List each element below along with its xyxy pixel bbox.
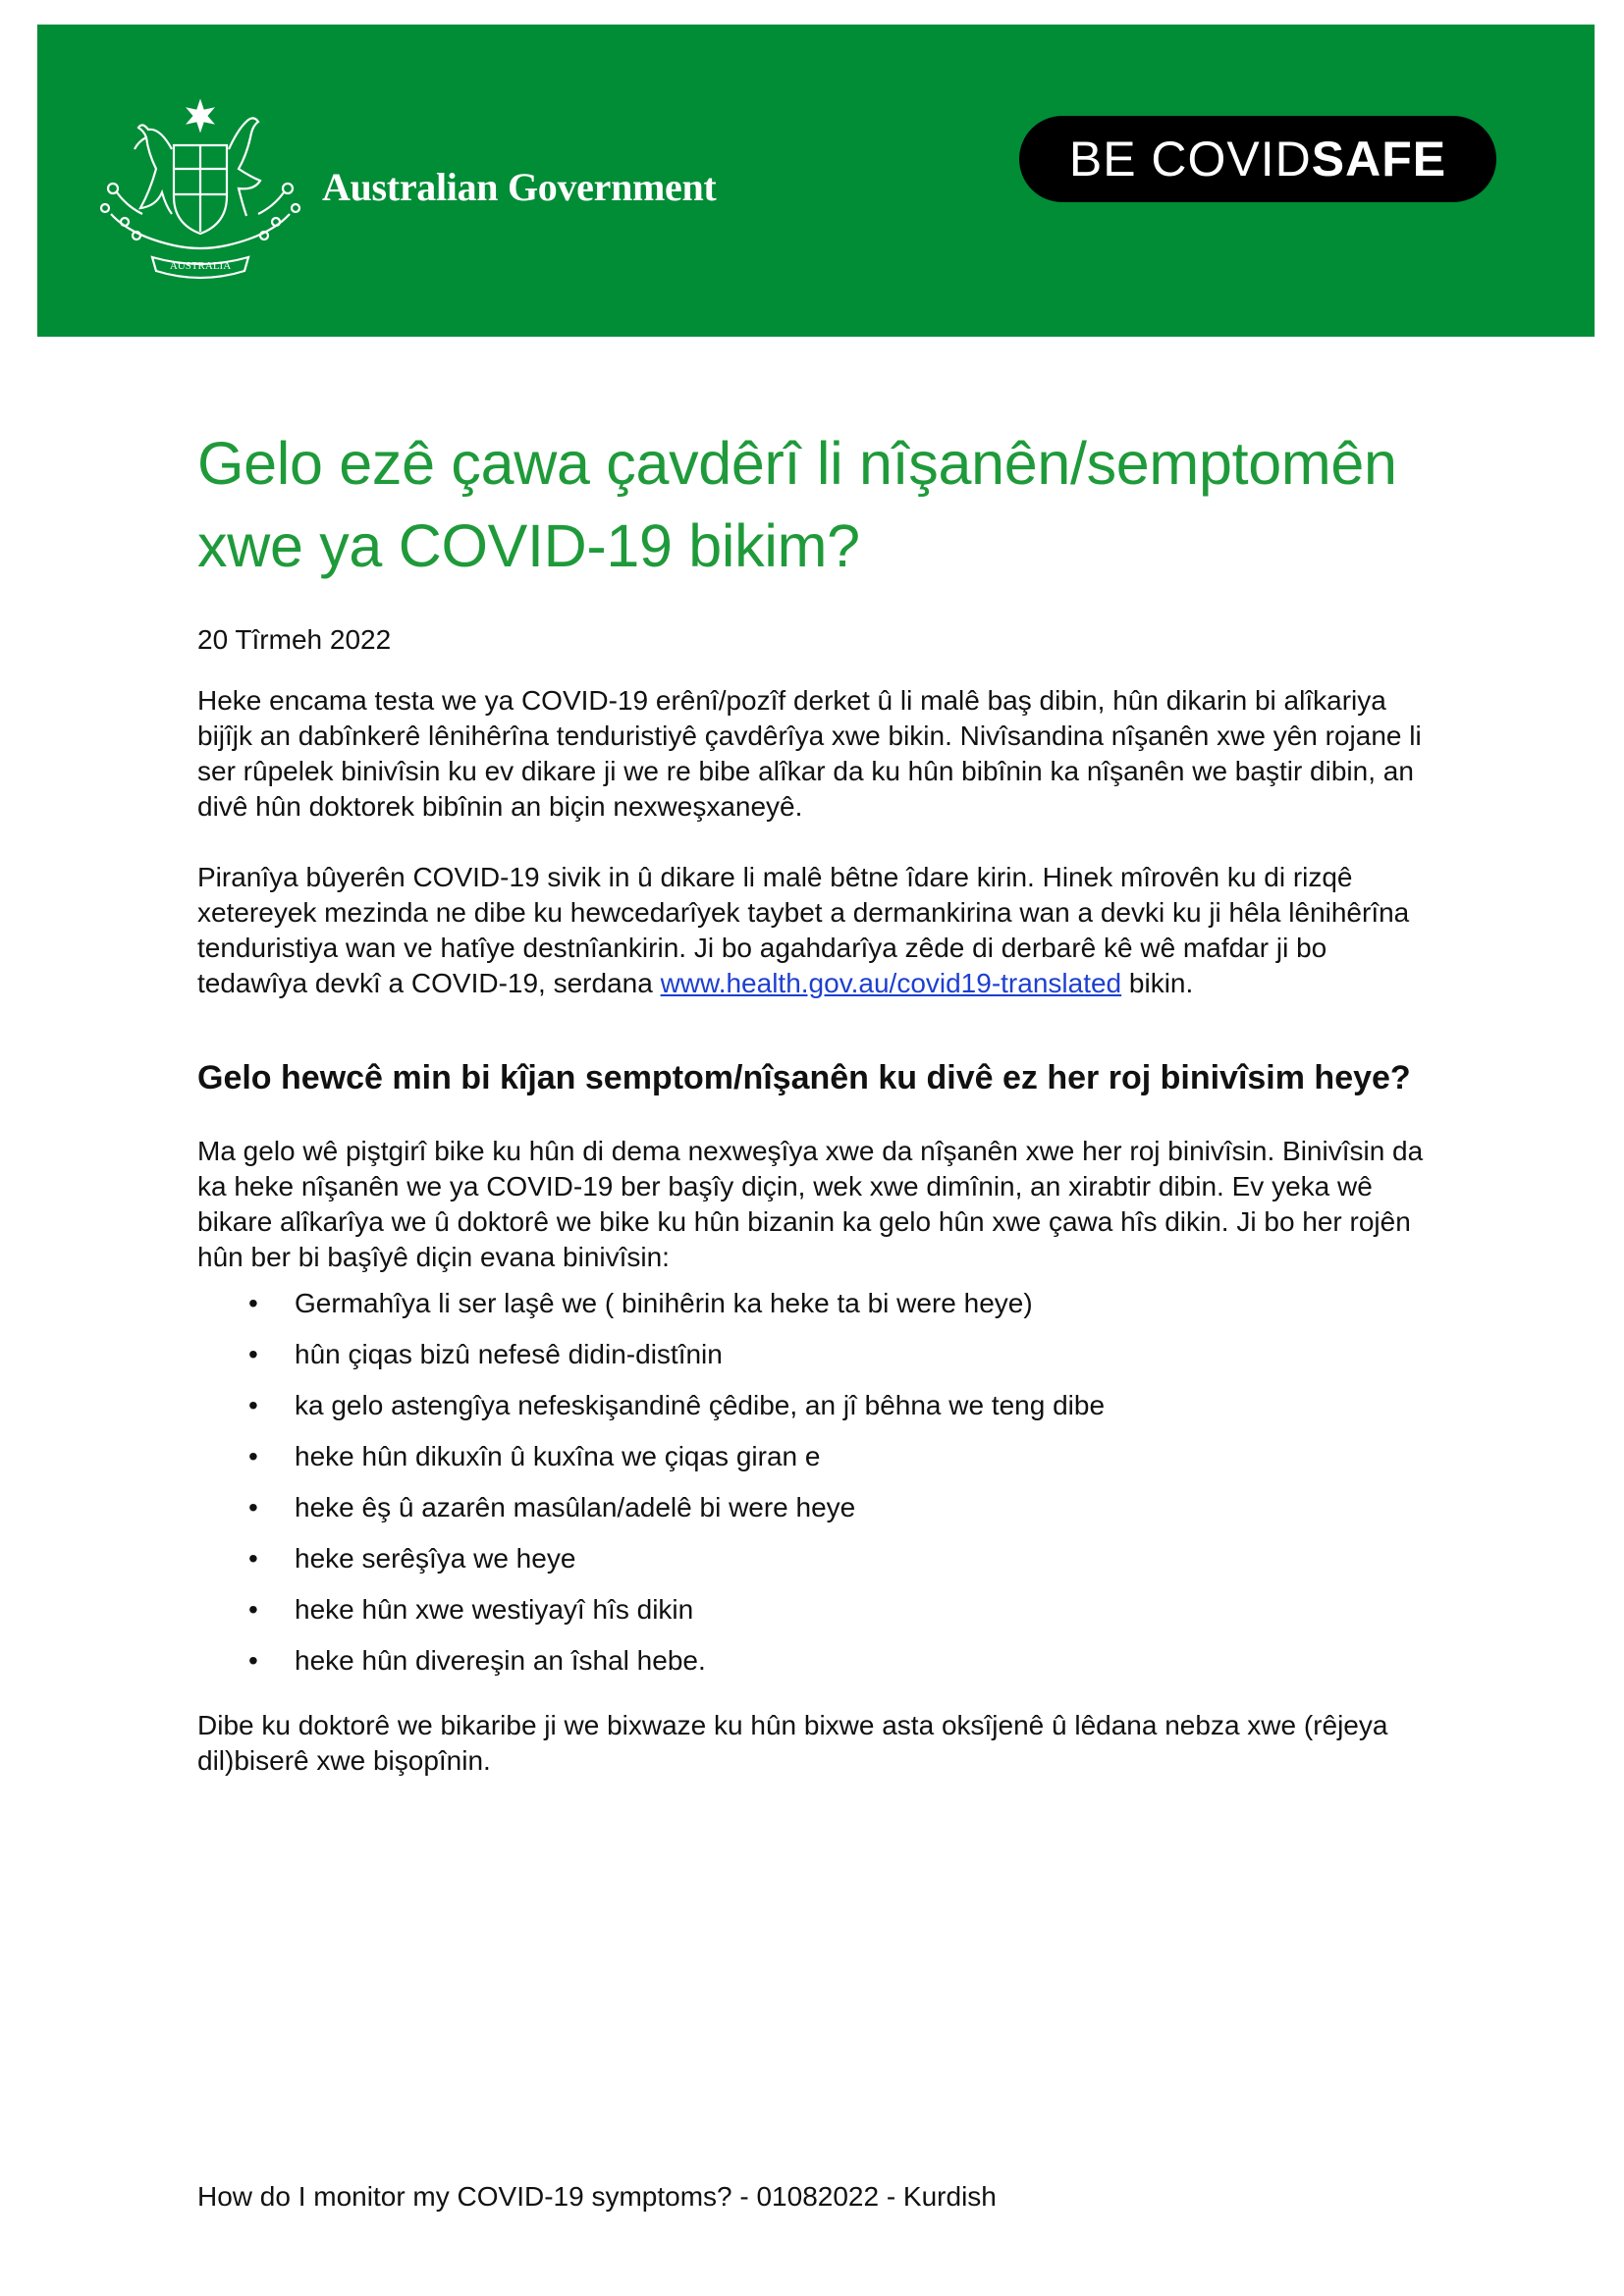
bullet-icon: • (248, 1288, 258, 1318)
page-title: Gelo ezê çawa çavdêrî li nîşanên/semptomên xwe ya COVID-19 bikim? (197, 430, 1397, 579)
list-item (197, 1541, 1435, 1576)
paragraph-treatment (197, 860, 1435, 1001)
section-heading: Gelo hewcê min bi kîjan semptom/nîşanên ku divê ez her roj binivîsim heye? (197, 1059, 1411, 1096)
list-item (197, 1337, 1435, 1372)
list-item-text: heke hûn divereşin an îshal hebe. (295, 1645, 706, 1676)
list-item-text: Germahîya li ser laşê we ( binihêrin ka heke ta bi were heye) (295, 1288, 1033, 1318)
list-item (197, 1592, 1435, 1628)
list-item-text: heke hûn dikuxîn û kuxîna we çiqas giran e (295, 1441, 821, 1471)
list-item (197, 1388, 1435, 1423)
paragraph-intro: Heke encama testa we ya COVID-19 erênî/pozîf derket û li malê baş dibin, hûn dikarin bi alîkariya bijîjk an dabînkerê lênihêrîna tenduristiyê çavdêrîya xwe bikin. Nivîsandina nîşanên xwe yên rojane li ser rûpelek binivîsin ku ev dikare ji we re bibe alîkar da ku hûn bibînin ka nîşanên we baştir dibin, an divê hûn doktorek bibînin an biçin nexweşxaneyê. (197, 685, 1422, 822)
list-item (197, 1286, 1435, 1321)
bullet-icon: • (248, 1543, 258, 1574)
list-item (197, 1490, 1435, 1525)
covidsafe-text-bold: SAFE (1311, 132, 1447, 187)
bullet-icon: • (248, 1645, 258, 1676)
bullet-icon: • (248, 1594, 258, 1625)
bullet-icon: • (248, 1339, 258, 1369)
covidsafe-text-regular: BE COVID (1068, 132, 1312, 187)
paragraph-oxygen: Dibe ku doktorê we bikaribe ji we bixwaze ku hûn bixwe asta oksîjenê û lêdana nebza xwe (rêjeya dil)biserê xwe bişopînin. (197, 1710, 1388, 1776)
list-item (197, 1643, 1435, 1679)
list-item-text: heke êş û azarên masûlan/adelê bi were heye (295, 1492, 856, 1522)
list-item-text: ka gelo astengîya nefeskişandinê çêdibe, an jî bêhna we teng dibe (295, 1390, 1106, 1420)
paragraph-treatment-text: Piranîya bûyerên COVID-19 sivik in û dikare li malê bêtne îdare kirin. Hinek mîrovên ku di rizqê xetereyek mezinda ne dibe ku hewcedarîyek taybet a dermankirina wan a devki ku ji hêla lênihêrîna tenduristiya wan ve hatîye destnîankirin. Ji bo agahdarîya zêde di derbarê kê wê mafdar ji bo tedawîya devkî a COVID-19, serdana (197, 862, 1410, 998)
document-body (197, 422, 1435, 1779)
be-covidsafe-badge (1019, 116, 1496, 202)
crest-scroll-label: AUSTRALIA (169, 260, 232, 272)
coat-of-arms-icon (91, 98, 309, 287)
bullet-icon: • (248, 1441, 258, 1471)
publish-date: 20 Tîrmeh 2022 (197, 624, 392, 655)
list-item-text: hûn çiqas bizû nefesê didin-distînin (295, 1339, 723, 1369)
symptom-list (197, 1286, 1435, 1679)
list-item (197, 1439, 1435, 1474)
list-item-text: heke hûn xwe westiyayî hîs dikin (295, 1594, 694, 1625)
list-item-text: heke serêşîya we heye (295, 1543, 576, 1574)
paragraph-symptoms-intro: Ma gelo wê piştgirî bike ku hûn di dema nexweşîya xwe da nîşanên xwe her roj binivîsin. Binivîsin da ka heke nîşanên we ya COVID-19 ber başîy diçin, wek xwe dimînin, an xirabtir dibin. Ev yeka wê bikare alîkarîya we û doktorê we bike ku hûn bizanin ka gelo hûn xwe çawa hîs dikin. Ji bo her rojên hûn ber bi başîyê diçin evana binivîsin: (197, 1136, 1424, 1272)
page-footer: How do I monitor my COVID-19 symptoms? - 01082022 - Kurdish (197, 2181, 997, 2212)
paragraph-treatment-end: bikin. (1121, 968, 1194, 998)
government-name: Australian Government (322, 165, 717, 209)
bullet-icon: • (248, 1492, 258, 1522)
health-website-link[interactable]: www.health.gov.au/covid19-translated (660, 968, 1122, 998)
bullet-icon: • (248, 1390, 258, 1420)
